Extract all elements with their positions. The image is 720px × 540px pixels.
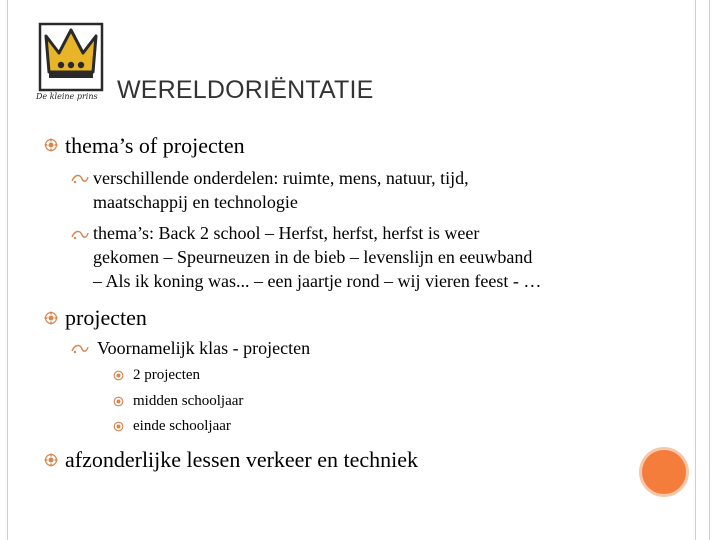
decorative-circle [642,450,686,494]
gear-bullet-icon [44,138,58,152]
flourish-bullet-icon [71,229,89,241]
section-1-item-1-line-1: verschillende onderdelen: ruimte, mens, natuur, tijd, [93,168,469,188]
gear-bullet-icon [44,311,58,325]
section-1-item-2-line-1: thema’s: Back 2 school – Herfst, herfst, herfst is weer [93,223,480,243]
section-3-label: afzonderlijke lessen verkeer en techniek [65,447,419,472]
page-title: WERELDORIËNTATIE [117,76,374,104]
section-1-label: thema’s of projecten [65,133,245,158]
frame-line-right-outer [709,0,710,540]
section-1-item-2-line-2: gekomen – Speurneuzen in de bieb – levenslijn en eeuwband [93,247,533,267]
section-2-item-1: Voornamelijk klas - projecten [97,338,311,358]
logo [36,22,106,106]
logo-text: De kleine prins [36,92,98,101]
gear-bullet-icon [113,421,124,432]
flourish-bullet-icon [71,343,89,355]
section-2-subitem-2: midden schooljaar [133,393,244,409]
section-1-item-2-line-3: – Als ik koning was... – een jaartje rond – wij vieren feest - … [93,271,542,291]
section-2-label: projecten [65,305,147,330]
frame-line-right [695,0,696,540]
section-1-item-1-line-2: maatschappij en technologie [93,192,298,212]
gear-bullet-icon [113,396,124,407]
frame-line-left [7,0,8,540]
gear-bullet-icon [113,370,124,381]
crown-icon [36,22,106,92]
gear-bullet-icon [44,453,58,467]
section-2-subitem-3: einde schooljaar [133,418,231,434]
flourish-bullet-icon [71,173,89,185]
section-2-subitem-1: 2 projecten [133,367,201,383]
